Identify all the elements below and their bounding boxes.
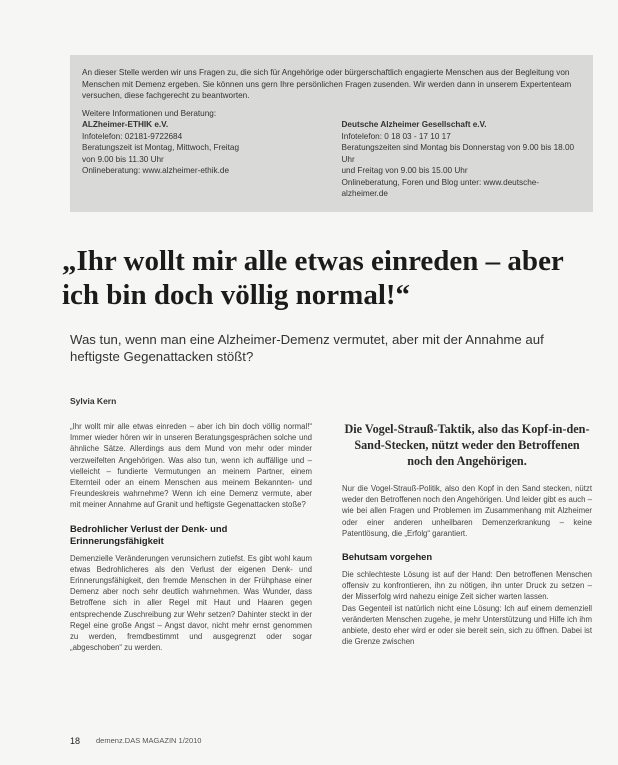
section-heading: Bedrohlicher Verlust der Denk- und Erinnerungsfähigkeit <box>70 522 228 546</box>
info-intro: An dieser Stelle werden wir uns Fragen zu, die sich für Angehörige oder bürgerschaftlich engagierte Menschen aus der Begleitung von Menschen mit Demenz ergeben. Sie können uns gern Ihre persönlichen Fragen zusenden. Wir werden dann in unserem Expertenteam versuchen, diese fachgerecht zu beantworten. <box>82 68 572 100</box>
contact-phone: Infotelefon: 0 18 03 - 17 10 17 <box>341 131 451 141</box>
contact-alzheimer-ethik <box>82 119 322 200</box>
paragraph: Nur die Vogel-Strauß-Politik, also den Kopf in den Sand stecken, nützt weder den Betroffenen noch den Angehörigen. Und leider gibt es auch – wie bei allen Fragen und Problemen im Zusammenhang mit Alzheimer oder einer anderen unheilbaren Demenzerkrankung – keine Patentlösung, die „Erfolg“ garantiert. <box>342 484 592 538</box>
paragraph: Demenzielle Veränderungen verunsichern zutiefst. Es gibt wohl kaum etwas Bedrohlicheres als den Verlust der eigenen Denk- und Erinnerungsfähigkeit, den fremde Menschen in der Frühphase einer Demenz aber noch sehr deutlich wahrnehmen. Was Wunder, dass Betroffene sich in aller Regel mit Haut und Haaren gegen entsprechende Zuschreibung zur Wehr setzen? Dahinter steckt in der Regel eine große Angst – Angst davor, nicht mehr ernst genommen zu werden, fremdbestimmt und ausgegrenzt oder sogar „abgeschoben“ zu werden. <box>70 553 312 653</box>
pull-quote: Die Vogel-Strauß-Taktik, also das Kopf-in-den-Sand-Stecken, nützt weder den Betroffenen noch den Angehörigen. <box>344 422 590 468</box>
article-author: Sylvia Kern <box>70 396 117 406</box>
contact-online: Onlineberatung, Foren und Blog unter: www.deutsche-alzheimer.de <box>341 177 540 198</box>
paragraph: „Ihr wollt mir alle etwas einreden – aber ich bin doch völlig normal!“ Immer wieder hören wir in unseren Beratungsgesprächen solche und ähnliche Sätze. Allerdings aus dem Mund von mehr oder minder verzweifelten Angehörigen. Was also tun, wenn ich auffällige und – vielleicht – fundierte Vermutungen an meinem Partner, einem Elternteil oder an einem Menschen aus meinem Bekannten- und Freundeskreis wahrnehme? Wenn ich eine Demenz vermute, aber mit meiner Annahme auf Granit und heftigste Gegenattacken stoße? <box>70 422 312 510</box>
contact-org: ALZheimer-ETHIK e.V. <box>82 120 169 129</box>
page-footer <box>70 736 201 746</box>
section-heading: Behutsam vorgehen <box>342 551 433 563</box>
contact-hours: Beratungszeiten sind Montag bis Donnerstag von 9.00 bis 18.00 Uhr <box>341 143 575 164</box>
info-title: Weitere Informationen und Beratung: <box>82 108 217 118</box>
contact-hours-time: und Freitag von 9.00 bis 15.00 Uhr <box>341 166 468 175</box>
info-box <box>70 55 593 212</box>
contact-org: Deutsche Alzheimer Gesellschaft e.V. <box>341 120 487 129</box>
contact-deutsche-alzheimer <box>342 119 582 200</box>
page-number: 18 <box>70 736 81 746</box>
contact-hours: Beratungszeit ist Montag, Mittwoch, Freitag <box>82 143 239 152</box>
contact-phone: Infotelefon: 02181-9722684 <box>82 131 183 141</box>
contact-columns <box>82 119 581 200</box>
article-headline: „Ihr wollt mir alle etwas einreden – aber ich bin doch völlig normal!“ <box>62 245 564 311</box>
contact-hours-time: von 9.00 bis 11.30 Uhr <box>82 154 164 164</box>
paragraph: Die schlechteste Lösung ist auf der Hand: Den betroffenen Menschen offensiv zu konfrontieren, ihn zu nötigen, ihn unter Druck zu setzen – der Misserfolg wird nahezu einige Zeit sicher warten lassen. <box>342 570 592 602</box>
article-subline: Was tun, wenn man eine Alzheimer-Demenz vermutet, aber mit der Annahme auf heftigste Gegenattacken stößt? <box>70 332 544 364</box>
issue-label: demenz.DAS MAGAZIN 1/2010 <box>96 736 202 745</box>
paragraph: Das Gegenteil ist natürlich nicht eine Lösung: Ich auf einem demenziell veränderten Menschen zugehe, je mehr Unterstützung und Hilfe ich ihm anbiete, desto eher wird er oder sie bereit sein, sich zu öffnen. Dabei ist die Grenze zwischen <box>342 603 592 647</box>
contact-online: Onlineberatung: www.alzheimer-ethik.de <box>82 166 229 175</box>
article-column-right <box>342 421 592 647</box>
article-column-left <box>70 421 312 653</box>
